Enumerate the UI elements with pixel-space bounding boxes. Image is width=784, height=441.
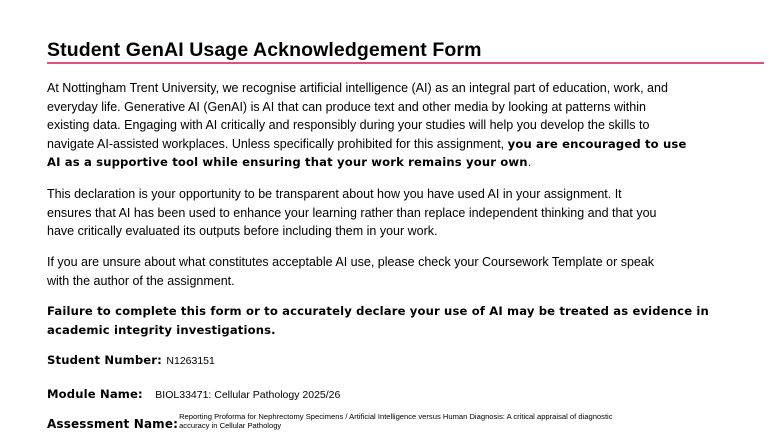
module-name-label: Module Name: (47, 387, 143, 401)
warning-line-2: academic integrity investigations. (47, 322, 276, 337)
intro-line-4-emphasis: you are encouraged to use (507, 136, 687, 151)
intro-line-3: existing data. Engaging with AI critically and responsibly during your studies will help you develop the skills to (47, 118, 650, 132)
intro-paragraph (47, 79, 769, 172)
declaration-line-2: ensures that AI has been used to enhance your learning rather than replace independent thinking and that you (47, 205, 657, 220)
assessment-name-line-1: Reporting Proforma for Nephrectomy Specimens / Artificial Intelligence versus Human Diagnosis: A critical appraisal of diagnostic (179, 412, 613, 421)
declaration-line-3: have critically evaluated its outputs before including them in your work. (47, 224, 438, 238)
guidance-paragraph (47, 253, 769, 290)
guidance-line-1: If you are unsure about what constitutes acceptable AI use, please check your Coursework Template or speak (47, 255, 655, 269)
intro-line-5 (47, 153, 769, 172)
form-title: Student GenAI Usage Acknowledgement Form (47, 39, 482, 61)
intro-line-4-text: navigate AI-assisted workplaces. Unless specifically prohibited for this assignment, (47, 136, 508, 151)
intro-line-5-emphasis: AI as a supportive tool while ensuring that your work remains your own (47, 155, 528, 169)
intro-line-4 (47, 135, 769, 154)
declaration-line-1: This declaration is your opportunity to be transparent about how you have used AI in your assignment. It (47, 187, 622, 201)
intro-line-1: At Nottingham Trent University, we recognise artificial intelligence (AI) as an integral part of education, work, and (47, 81, 668, 95)
module-name-field (47, 385, 340, 403)
assessment-name-line-2: accuracy in Cellular Pathology (179, 421, 282, 430)
guidance-line-2: with the author of the assignment. (47, 273, 235, 288)
student-number-field (47, 351, 215, 369)
warning-paragraph (47, 302, 769, 339)
assessment-name-value[interactable] (179, 412, 612, 430)
student-number-label: Student Number: (47, 353, 162, 367)
student-number-value[interactable]: N1263151 (166, 355, 215, 367)
declaration-paragraph (47, 185, 769, 241)
intro-line-5-tail: . (527, 155, 532, 169)
assessment-name-label: Assessment Name: (47, 417, 179, 431)
intro-line-2: everyday life. Generative AI (GenAI) is AI that can produce text and other media by looking at patterns within (47, 99, 646, 114)
title-divider (47, 62, 764, 64)
warning-line-1: Failure to complete this form or to accurately declare your use of AI may be treated as evidence in (47, 304, 709, 318)
assessment-name-field (47, 412, 613, 431)
module-name-value[interactable]: BIOL33471: Cellular Pathology 2025/26 (155, 389, 341, 401)
